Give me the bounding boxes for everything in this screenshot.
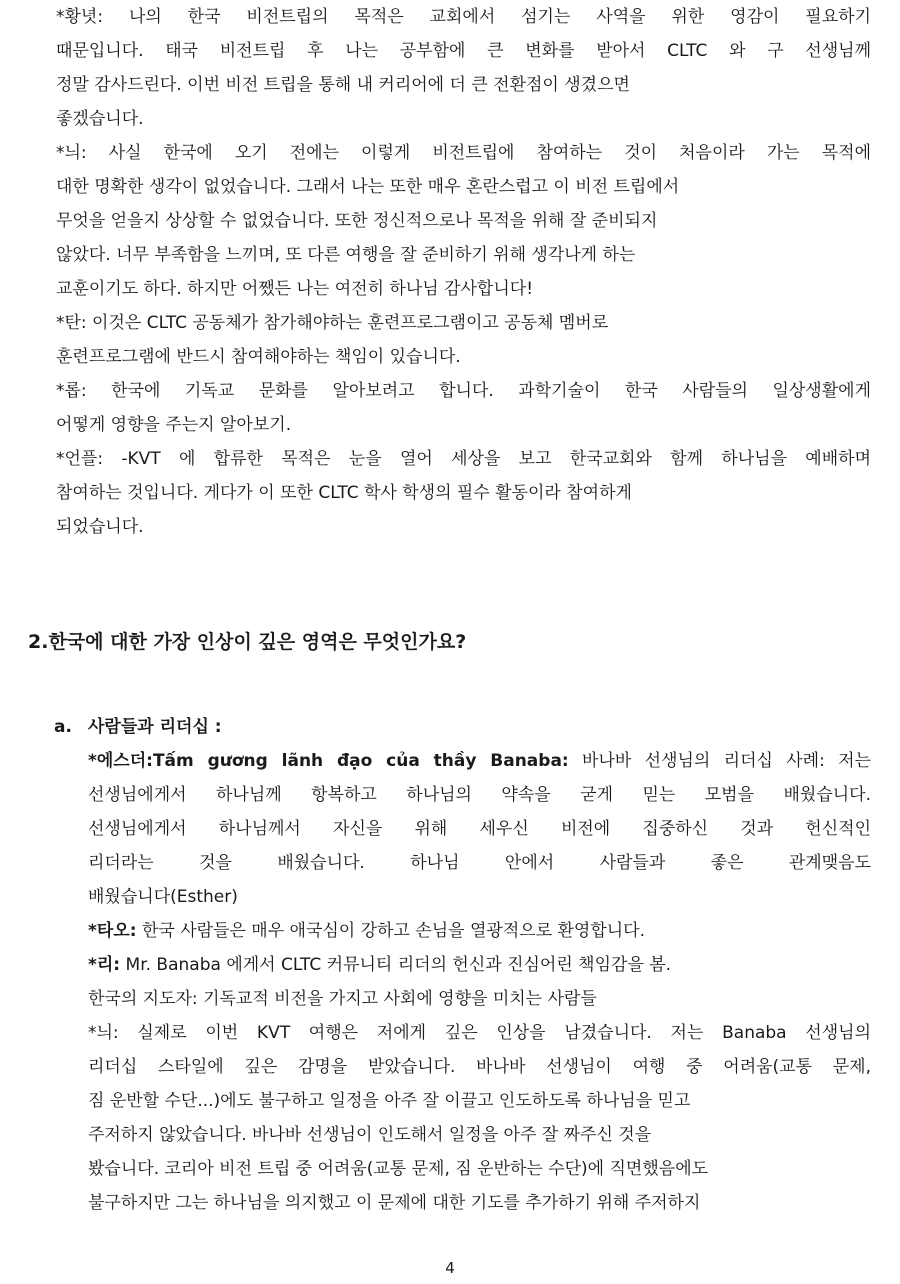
page-number: 4 [445,1259,455,1277]
text-line: 선생님에게서 하나님께 항복하고 하나님의 약속을 굳게 믿는 모범을 배웠습니다. [88,785,871,805]
text-line: 선생님에게서 하나님께서 자신을 위해 세우신 비전에 집중하신 것과 헌신적인 [88,819,871,839]
speaker-name: *리: [88,955,121,975]
text-line: 않았다. 너무 부족함을 느끼며, 또 다른 여행을 잘 준비하기 위해 생각나게 하는 [56,245,636,265]
text-line: 정말 감사드린다. 이번 비전 트립을 통해 내 커리어에 더 큰 전환점이 생겼으면 [56,75,630,95]
text-line: *언플: -KVT 에 합류한 목적은 눈을 열어 세상을 보고 한국교회와 함께 하나님을 예배하며 [56,449,871,469]
text-line: 리더라는 것을 배웠습니다. 하나님 안에서 사람들과 좋은 관계맺음도 [88,853,871,873]
text-line: 무엇을 얻을지 상상할 수 없었습니다. 또한 정신적으로나 목적을 위해 잘 준비되지 [56,211,658,231]
li-line [88,948,871,982]
subsection-body [88,744,871,1220]
text-line: 불구하지만 그는 하나님을 의지했고 이 문제에 대한 기도를 추가하기 위해 주저하지 [88,1193,701,1213]
tao-line [88,914,871,948]
text-line: 어떻게 영향을 주는지 알아보기. [56,415,292,435]
text-line: 교훈이기도 하다. 하지만 어쨌든 나는 여전히 하나님 감사합니다! [56,279,534,299]
text-span: Mr. Banaba 에게서 CLTC 커뮤니티 리더의 헌신과 진심어린 책임감을 봄. [120,955,672,975]
text-line: *늬: 사실 한국에 오기 전에는 이렇게 비전트립에 참여하는 것이 처음이라 가는 목적에 [56,143,871,163]
text-line: 대한 명확한 생각이 없었습니다. 그래서 나는 또한 매우 혼란스럽고 이 비전 트립에서 [56,177,680,197]
text-line: *탄: 이것은 CLTC 공동체가 참가해야하는 훈련프로그램이고 공동체 멤버로 [56,313,609,333]
text-line: 봤습니다. 코리아 비전 트립 중 어려움(교통 문제, 짐 운반하는 수단)에 직면했음에도 [88,1159,709,1179]
text-line: 짐 운반할 수단...)에도 불구하고 일정을 아주 잘 이끌고 인도하도록 하나님을 믿고 [88,1091,691,1111]
text-line: 때문입니다. 태국 비전트립 후 나는 공부함에 큰 변화를 받아서 CLTC 와 구 선생님께 [56,41,871,61]
text-line: 주저하지 않았습니다. 바나바 선생님이 인도해서 일정을 아주 잘 짜주신 것을 [88,1125,652,1145]
text-span: 바나바 선생님의 리더십 사례: 저는 [568,751,871,771]
list-marker: a. [54,717,72,737]
purpose-answers [56,0,871,544]
speaker-name: *에스더:Tấm gương lãnh đạo của thầy Banaba: [88,751,569,771]
text-span: 한국 사람들은 매우 애국심이 강하고 손님을 열광적으로 환영합니다. [136,921,645,941]
text-line: 리더십 스타일에 깊은 감명을 받았습니다. 바나바 선생님이 여행 중 어려움(교통 문제, [88,1057,871,1077]
text-line: *황녓: 나의 한국 비전트립의 목적은 교회에서 섬기는 사역을 위한 영감이 필요하기 [56,7,871,27]
section-heading: 2.한국에 대한 가장 인상이 깊은 영역은 무엇인가요? [28,631,467,653]
speaker-name: *타오: [88,921,137,941]
text-line: 훈련프로그램에 반드시 참여해야하는 책임이 있습니다. [56,347,461,367]
text-line: *롭: 한국에 기독교 문화를 알아보려고 합니다. 과학기술이 한국 사람들의 일상생활에게 [56,381,871,401]
esther-first-line [88,744,871,778]
text-line: 한국의 지도자: 기독교적 비전을 가지고 사회에 영향을 미치는 사람들 [88,989,597,1009]
text-line: 되었습니다. [56,517,144,537]
text-line: 배웠습니다(Esther) [88,887,238,907]
subsection-title: 사람들과 리더십 : [88,717,222,737]
text-line: 좋겠습니다. [56,109,144,129]
text-line: *늬: 실제로 이번 KVT 여행은 저에게 깊은 인상을 남겼습니다. 저는 Banaba 선생님의 [88,1023,871,1043]
text-line: 참여하는 것입니다. 게다가 이 또한 CLTC 학사 학생의 필수 활동이라 참여하게 [56,483,632,503]
